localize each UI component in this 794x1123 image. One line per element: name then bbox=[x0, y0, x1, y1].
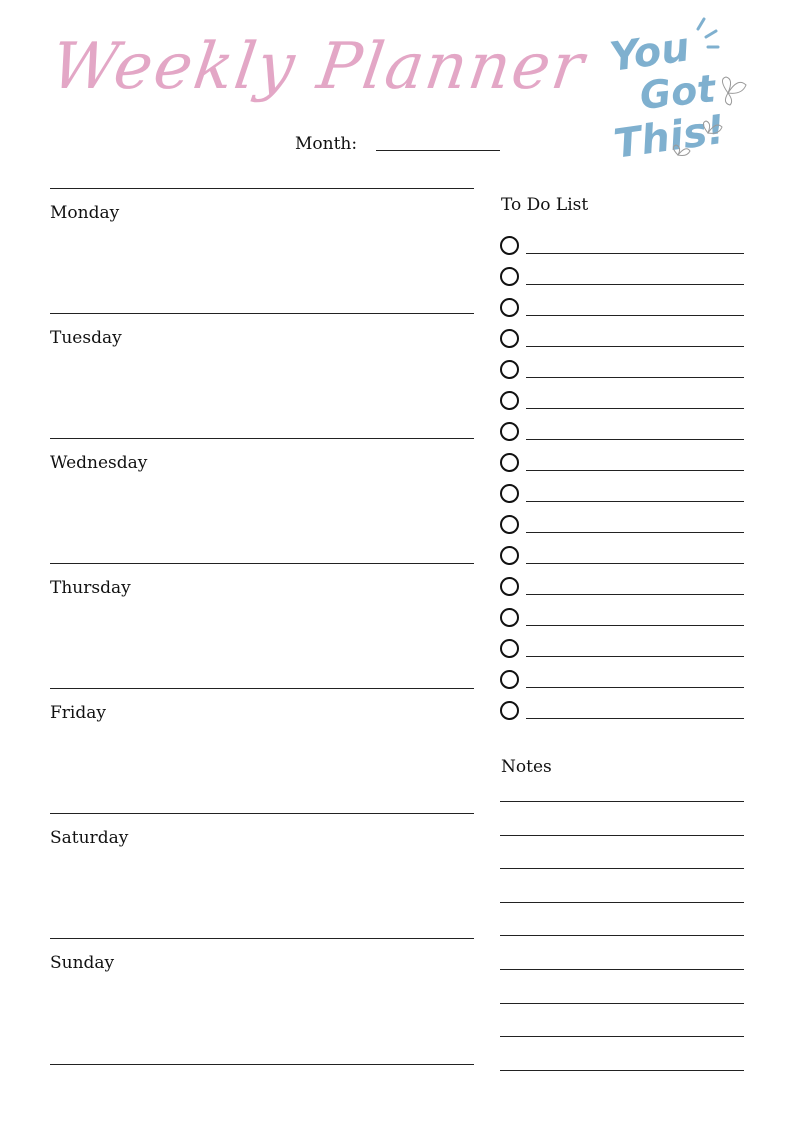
note-line[interactable] bbox=[500, 1070, 744, 1104]
checkbox-circle-icon[interactable] bbox=[500, 515, 519, 534]
todo-entry-line[interactable] bbox=[526, 563, 744, 564]
todo-entry-line[interactable] bbox=[526, 284, 744, 285]
todo-item bbox=[500, 668, 744, 699]
checkbox-circle-icon[interactable] bbox=[500, 639, 519, 658]
sticker-line-3: This! bbox=[611, 106, 728, 168]
checkbox-circle-icon[interactable] bbox=[500, 236, 519, 255]
month-input-line[interactable] bbox=[376, 150, 500, 151]
note-line[interactable] bbox=[500, 868, 744, 902]
todo-entry-line[interactable] bbox=[526, 532, 744, 533]
todo-entry-line[interactable] bbox=[526, 501, 744, 502]
checkbox-circle-icon[interactable] bbox=[500, 453, 519, 472]
checkbox-circle-icon[interactable] bbox=[500, 391, 519, 410]
todo-item bbox=[500, 699, 744, 730]
sticker-line-2: Got bbox=[637, 66, 718, 118]
todo-entry-line[interactable] bbox=[526, 315, 744, 316]
day-block-thursday[interactable] bbox=[50, 563, 474, 688]
todo-item bbox=[500, 389, 744, 420]
todo-entry-line[interactable] bbox=[526, 656, 744, 657]
day-block-monday[interactable] bbox=[50, 188, 474, 313]
note-line[interactable] bbox=[500, 1003, 744, 1037]
todo-item bbox=[500, 296, 744, 327]
day-block-wednesday[interactable] bbox=[50, 438, 474, 563]
todo-item bbox=[500, 265, 744, 296]
checkbox-circle-icon[interactable] bbox=[500, 329, 519, 348]
notes-title: Notes bbox=[501, 757, 552, 777]
notes-lines bbox=[500, 801, 744, 1103]
butterfly-icon bbox=[722, 77, 746, 105]
todo-item bbox=[500, 575, 744, 606]
todo-entry-line[interactable] bbox=[526, 408, 744, 409]
todo-item bbox=[500, 327, 744, 358]
todo-item bbox=[500, 482, 744, 513]
todo-item bbox=[500, 637, 744, 668]
note-line[interactable] bbox=[500, 835, 744, 869]
todo-entry-line[interactable] bbox=[526, 594, 744, 595]
todo-title: To Do List bbox=[501, 195, 589, 215]
todo-item bbox=[500, 420, 744, 451]
day-block-sunday[interactable] bbox=[50, 938, 474, 1065]
checkbox-circle-icon[interactable] bbox=[500, 577, 519, 596]
note-line[interactable] bbox=[500, 801, 744, 835]
todo-item bbox=[500, 513, 744, 544]
todo-entry-line[interactable] bbox=[526, 346, 744, 347]
todo-entry-line[interactable] bbox=[526, 253, 744, 254]
checkbox-circle-icon[interactable] bbox=[500, 267, 519, 286]
day-label: Wednesday bbox=[50, 453, 148, 473]
day-label: Monday bbox=[50, 203, 120, 223]
checkbox-circle-icon[interactable] bbox=[500, 608, 519, 627]
todo-list bbox=[500, 234, 744, 730]
note-line[interactable] bbox=[500, 1036, 744, 1070]
todo-item bbox=[500, 234, 744, 265]
day-block-saturday[interactable] bbox=[50, 813, 474, 938]
todo-entry-line[interactable] bbox=[526, 687, 744, 688]
todo-entry-line[interactable] bbox=[526, 718, 744, 719]
checkbox-circle-icon[interactable] bbox=[500, 701, 519, 720]
checkbox-circle-icon[interactable] bbox=[500, 422, 519, 441]
day-label: Saturday bbox=[50, 828, 129, 848]
note-line[interactable] bbox=[500, 969, 744, 1003]
todo-item bbox=[500, 544, 744, 575]
day-label: Thursday bbox=[50, 578, 131, 598]
note-line[interactable] bbox=[500, 935, 744, 969]
sticker-line-1: You bbox=[606, 24, 693, 81]
todo-entry-line[interactable] bbox=[526, 625, 744, 626]
days-section bbox=[50, 188, 474, 1065]
checkbox-circle-icon[interactable] bbox=[500, 298, 519, 317]
todo-entry-line[interactable] bbox=[526, 470, 744, 471]
todo-item bbox=[500, 451, 744, 482]
checkbox-circle-icon[interactable] bbox=[500, 670, 519, 689]
day-label: Tuesday bbox=[50, 328, 122, 348]
todo-entry-line[interactable] bbox=[526, 377, 744, 378]
todo-item bbox=[500, 358, 744, 389]
day-block-tuesday[interactable] bbox=[50, 313, 474, 438]
page-title: Weekly Planner bbox=[46, 30, 590, 104]
checkbox-circle-icon[interactable] bbox=[500, 484, 519, 503]
sparkle-icon bbox=[698, 19, 718, 47]
todo-entry-line[interactable] bbox=[526, 439, 744, 440]
todo-item bbox=[500, 606, 744, 637]
you-got-this-sticker bbox=[600, 15, 760, 170]
checkbox-circle-icon[interactable] bbox=[500, 546, 519, 565]
checkbox-circle-icon[interactable] bbox=[500, 360, 519, 379]
day-label: Sunday bbox=[50, 953, 115, 973]
day-block-friday[interactable] bbox=[50, 688, 474, 813]
day-label: Friday bbox=[50, 703, 106, 723]
note-line[interactable] bbox=[500, 902, 744, 936]
month-label: Month: bbox=[295, 134, 358, 154]
